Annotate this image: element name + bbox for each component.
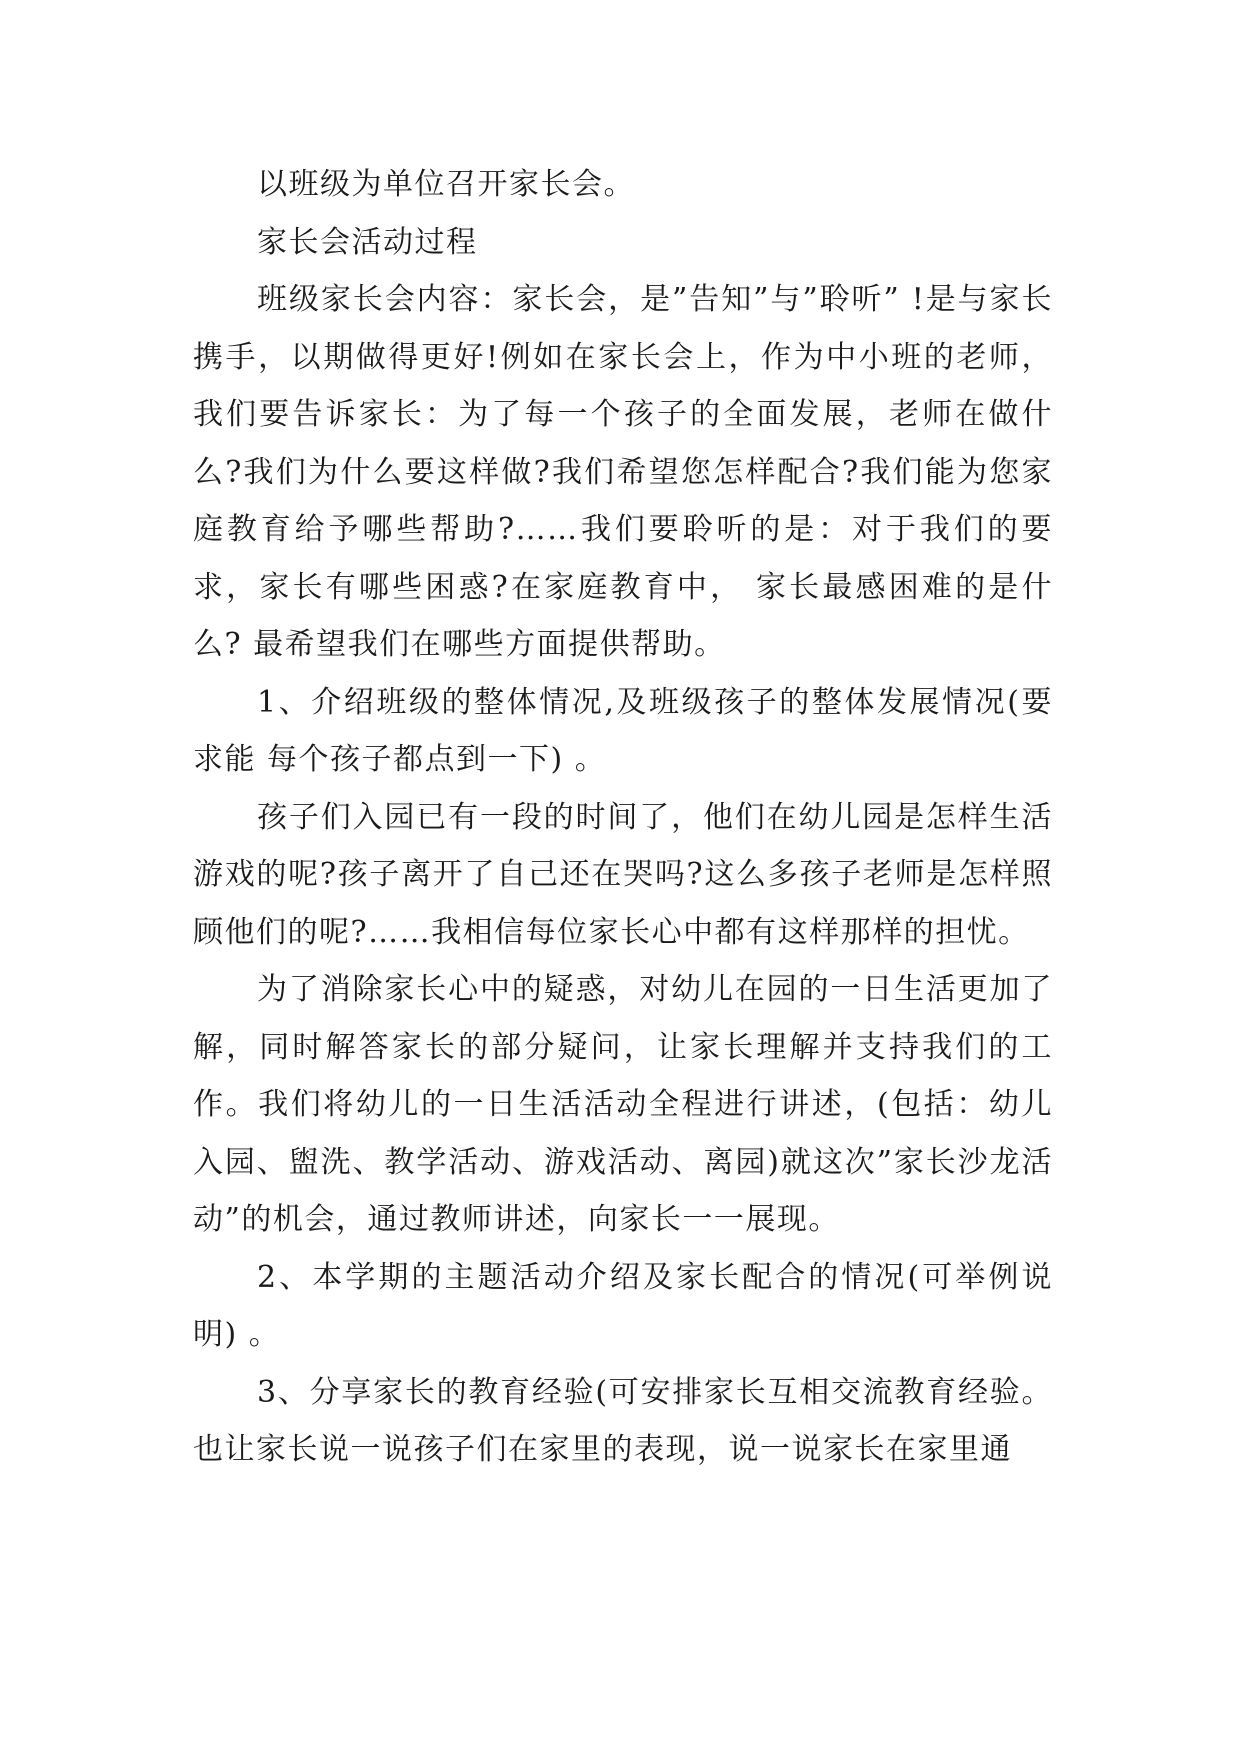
paragraph-meeting-content: 班级家长会内容：家长会，是”告知”与”聆听” !是与家长携手，以期做得更好!例如在家长会上，作为中小班的老师，我们要告诉家长：为了每一个孩子的全面发展，老师在做什么?我们为什么要这样做?我们希望您怎样配合?我们能为您家庭教育给予哪些帮助?……我们要聆听的是：对于我们的要求，家长有哪些困惑?在家庭教育中， 家长最感困难的是什么? 最希望我们在哪些方面提供帮助。 (193, 282, 1053, 662)
paragraph-daily-activities: 为了消除家长心中的疑惑，对幼儿在园的一日生活更加了解，同时解答家长的部分疑问，让家长理解并支持我们的工作。我们将幼儿的一日生活活动全程进行讲述，(包括：幼儿入园、盥洗、教学活动、游戏活动、离园)就这次”家长沙龙活动”的机会，通过教师讲述，向家长一一展现。 (193, 972, 1053, 1237)
document-body (193, 156, 1053, 1479)
paragraph-children-life: 孩子们入园已有一段的时间了，他们在幼儿园是怎样生活游戏的呢?孩子离开了自己还在哭吗?这么多孩子老师是怎样照顾他们的呢?……我相信每位家长心中都有这样那样的担忧。 (193, 799, 1053, 950)
paragraph-heading-process: 家长会活动过程 (257, 224, 478, 260)
paragraph-item-1: 1、介绍班级的整体情况,及班级孩子的整体发展情况(要求能 每个孩子都点到一下) 。 (193, 684, 1053, 777)
paragraph-item-3: 3、分享家长的教育经验(可安排家长互相交流教育经验。也让家长说一说孩子们在家里的表现，说一说家长在家里通 (193, 1374, 1053, 1467)
paragraph-intro: 以班级为单位召开家长会。 (257, 167, 635, 202)
paragraph-item-2: 2、本学期的主题活动介绍及家长配合的情况(可举例说明) 。 (193, 1259, 1053, 1352)
